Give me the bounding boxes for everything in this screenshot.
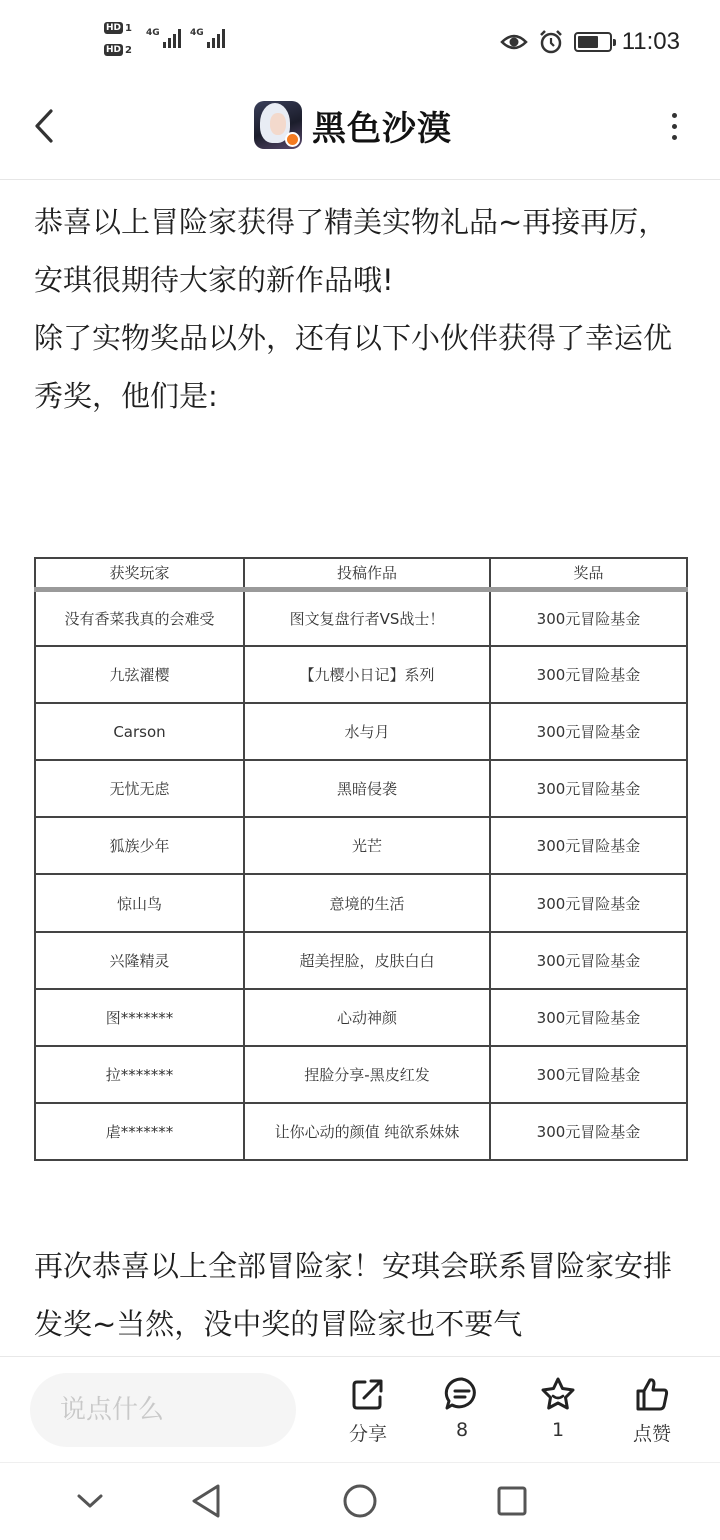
nav-collapse-button[interactable] xyxy=(68,1479,112,1523)
table-row xyxy=(35,874,687,931)
app-header xyxy=(0,84,720,180)
favorite-count: 1 xyxy=(551,1419,565,1441)
sim1-indicator xyxy=(104,22,132,34)
player-cell: 惊山鸟 xyxy=(35,874,244,931)
nav-back-button[interactable] xyxy=(184,1479,228,1523)
table-row xyxy=(35,589,687,646)
work-cell: 光芒 xyxy=(244,817,490,874)
share-button[interactable] xyxy=(332,1375,404,1446)
nav-recent-button[interactable] xyxy=(490,1479,534,1523)
table-row xyxy=(35,817,687,874)
table-row xyxy=(35,1046,687,1103)
sim2-indicator xyxy=(104,44,132,56)
table-row xyxy=(35,932,687,989)
thumbs-up-icon xyxy=(633,1375,671,1413)
table-row xyxy=(35,703,687,760)
player-cell: Carson xyxy=(35,703,244,760)
system-nav-bar xyxy=(0,1462,720,1540)
hd1-badge: HD xyxy=(106,23,122,33)
work-cell: 【九樱小日记】系列 xyxy=(244,646,490,703)
article-paragraph-1 xyxy=(34,193,686,425)
column-header: 获奖玩家 xyxy=(35,558,244,589)
signal-icon-2 xyxy=(190,28,225,48)
column-header: 投稿作品 xyxy=(244,558,490,589)
prize-cell: 300元冒险基金 xyxy=(490,1103,687,1160)
comment-icon xyxy=(443,1375,481,1413)
prize-cell: 300元冒险基金 xyxy=(490,646,687,703)
back-button[interactable] xyxy=(22,104,66,148)
prize-cell: 300元冒险基金 xyxy=(490,703,687,760)
player-cell: 兴隆精灵 xyxy=(35,932,244,989)
article-paragraph-2: 再次恭喜以上全部冒险家！安琪会联系冒险家安排发奖~当然，没中奖的冒险家也不要气 xyxy=(34,1249,673,1341)
clock: 11:03 xyxy=(621,28,680,55)
work-cell: 让你心动的颜值 纯欲系妹妹 xyxy=(244,1103,490,1160)
player-cell: 九弦濯樱 xyxy=(35,646,244,703)
star-icon xyxy=(539,1375,577,1413)
recent-square-icon xyxy=(494,1483,530,1519)
sim-indicators xyxy=(104,22,234,62)
page-title: 黑色沙漠 xyxy=(312,108,452,149)
more-button[interactable] xyxy=(664,106,684,146)
favorite-button[interactable] xyxy=(522,1375,594,1441)
work-cell: 黑暗侵袭 xyxy=(244,760,490,817)
more-vertical-icon xyxy=(672,113,677,118)
player-cell: 无忧无虑 xyxy=(35,760,244,817)
award-table xyxy=(34,557,688,1161)
work-cell: 超美捏脸，皮肤白白 xyxy=(244,932,490,989)
game-avatar xyxy=(254,101,302,149)
work-cell: 水与月 xyxy=(244,703,490,760)
column-header: 奖品 xyxy=(490,558,687,589)
chevron-left-icon xyxy=(32,108,56,144)
status-right xyxy=(500,26,680,58)
home-circle-icon xyxy=(341,1482,379,1520)
network1-label: 4G xyxy=(146,28,160,38)
nav-home-button[interactable] xyxy=(338,1479,382,1523)
share-icon xyxy=(349,1375,387,1413)
player-cell: 虐******* xyxy=(35,1103,244,1160)
prize-cell: 300元冒险基金 xyxy=(490,817,687,874)
prize-cell: 300元冒险基金 xyxy=(490,932,687,989)
table-header-row xyxy=(35,558,687,589)
hd2-badge: HD xyxy=(106,45,122,55)
player-cell: 图******* xyxy=(35,989,244,1046)
article-content xyxy=(0,181,720,1356)
table-row xyxy=(35,1103,687,1160)
prize-cell: 300元冒险基金 xyxy=(490,1046,687,1103)
sim2-slot: 2 xyxy=(125,44,132,56)
table-row xyxy=(35,646,687,703)
table-row xyxy=(35,760,687,817)
signal-icon xyxy=(146,28,181,48)
work-cell: 捏脸分享-黑皮红发 xyxy=(244,1046,490,1103)
article-text-1: 恭喜以上冒险家获得了精美实物礼品~再接再厉，安琪很期待大家的新作品哦! 除了实物奖品以外，还有以下小伙伴获得了幸运优秀奖，他们是: xyxy=(34,205,673,413)
player-cell: 狐族少年 xyxy=(35,817,244,874)
prize-cell: 300元冒险基金 xyxy=(490,989,687,1046)
comment-button[interactable] xyxy=(426,1375,498,1441)
comment-count: 8 xyxy=(455,1419,469,1441)
prize-cell: 300元冒险基金 xyxy=(490,874,687,931)
work-cell: 意境的生活 xyxy=(244,874,490,931)
prize-cell: 300元冒险基金 xyxy=(490,760,687,817)
battery-icon xyxy=(574,32,612,52)
table-row xyxy=(35,989,687,1046)
like-label: 点赞 xyxy=(632,1423,671,1445)
work-cell: 图文复盘行者VS战士！ xyxy=(244,589,490,646)
bottom-action-bar xyxy=(0,1356,720,1462)
prize-cell: 300元冒险基金 xyxy=(490,589,687,646)
like-button[interactable] xyxy=(616,1375,688,1446)
chevron-down-icon xyxy=(75,1491,105,1511)
comment-input[interactable] xyxy=(30,1373,296,1447)
network2-label: 4G xyxy=(190,28,204,38)
player-cell: 没有香菜我真的会难受 xyxy=(35,589,244,646)
work-cell: 心动神颜 xyxy=(244,989,490,1046)
player-cell: 拉******* xyxy=(35,1046,244,1103)
community-title[interactable] xyxy=(254,100,452,150)
status-bar xyxy=(0,0,720,84)
share-label: 分享 xyxy=(348,1423,387,1445)
alarm-icon xyxy=(538,29,564,55)
back-triangle-icon xyxy=(189,1482,223,1520)
eye-icon xyxy=(500,32,528,52)
sim1-slot: 1 xyxy=(125,22,132,34)
